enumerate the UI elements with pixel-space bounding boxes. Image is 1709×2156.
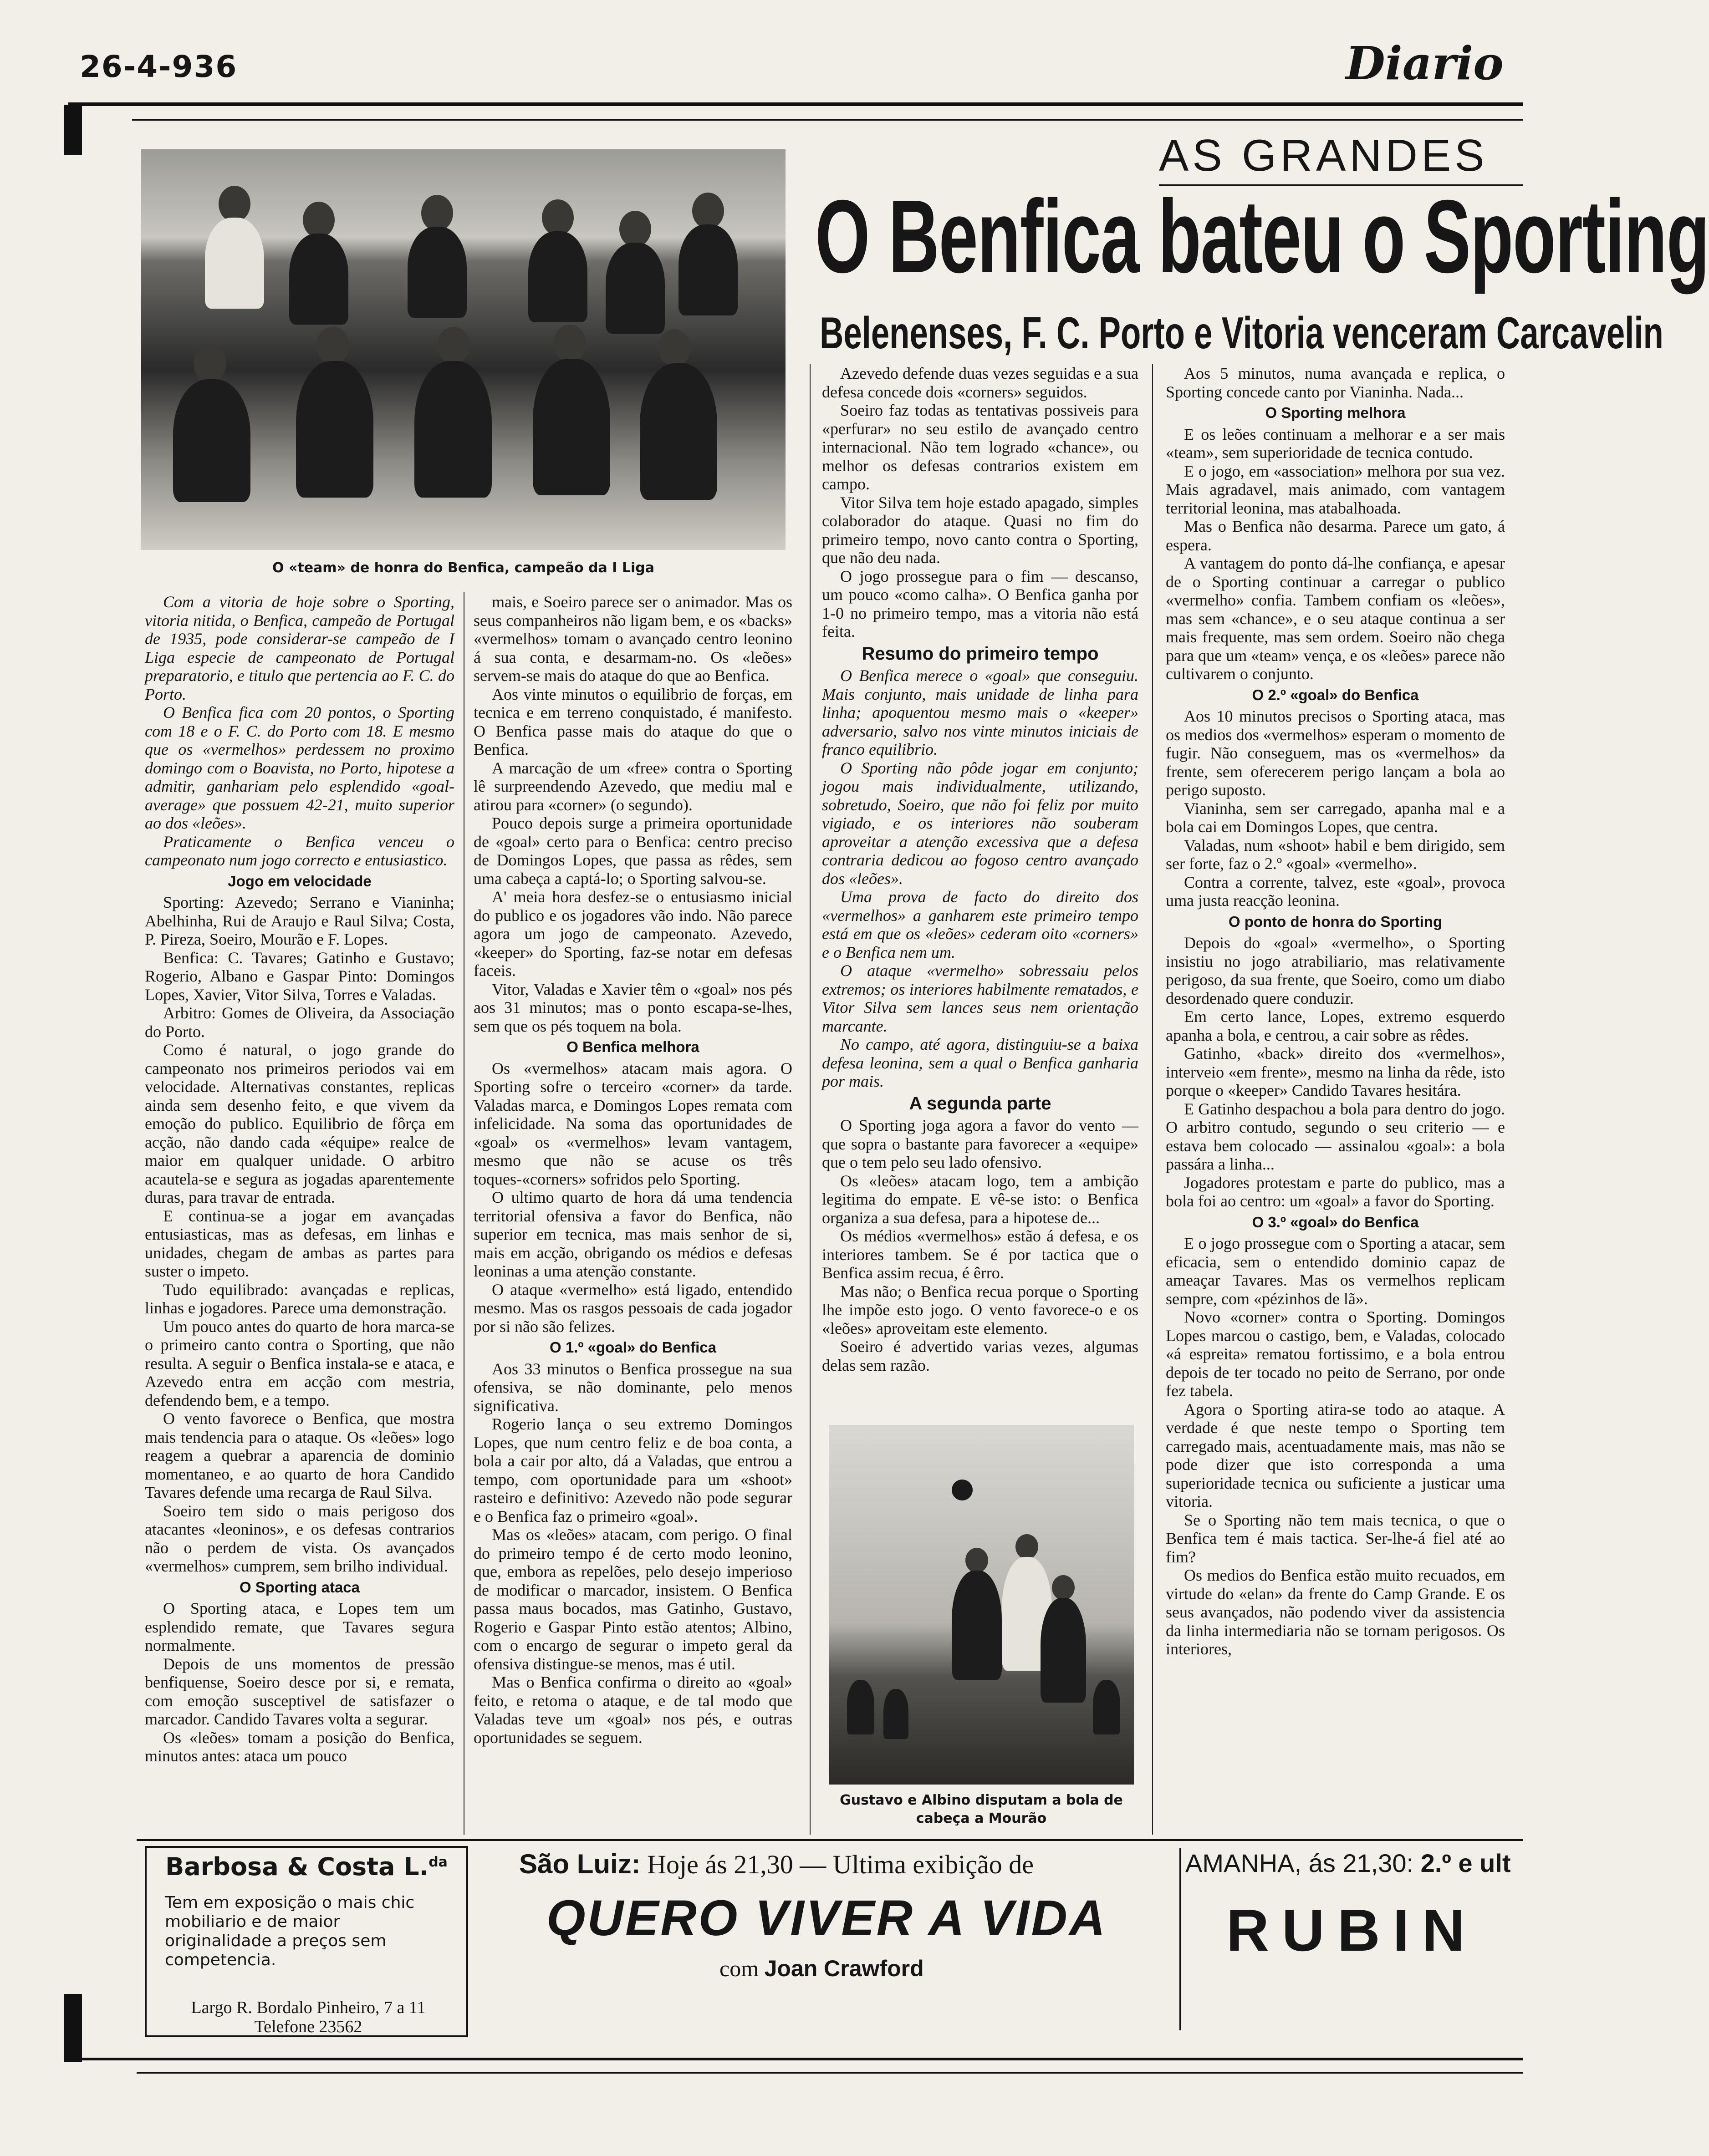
paragraph: Depois de uns momentos de pressão benfiquense, Soeiro desce por si, e remata, com emoção susceptivel de satisfazer o marcador. Candido Tavares volta a segurar. xyxy=(145,1654,454,1728)
ad-showtime: AMANHA, ás 21,30: 2.º e ult xyxy=(1185,1849,1511,1877)
paragraph: Com a vitoria de hoje sobre o Sporting, vitoria nitida, o Benfica, campeão de Portugal de 1935, pode considerar-se campeão de I Liga especie de campeonato de Portugal preparatorio, e titulo que pertencia ao F. C. do Porto. xyxy=(145,593,454,703)
ad-rule xyxy=(137,1839,1523,1841)
paragraph: Vianinha, sem ser carregado, apanha mal e a bola cai em Domingos Lopes, que centra. xyxy=(1166,799,1505,836)
subheading: O ponto de honra do Sporting xyxy=(1228,913,1443,930)
paragraph: Mas o Benfica não desarma. Parece um gato, á espera. xyxy=(1166,517,1505,554)
subheading: O 1.º «goal» do Benfica xyxy=(550,1339,716,1356)
paragraph: Um pouco antes do quarto de hora marca-se o primeiro canto contra o Sporting, que não resulta. A seguir o Benfica instala-se e ataca, e Azevedo entra em acção com mestria, defendendo bem, e a tempo. xyxy=(145,1317,454,1409)
paragraph: O ultimo quarto de hora dá uma tendencia territorial ofensiva a favor do Benfica, não superior em tecnica, mas mais senhor de si, mais em acção, obrigando os médios e defesas leoninas a uma atenção constante. xyxy=(474,1188,792,1280)
subheading: O 3.º «goal» do Benfica xyxy=(1252,1213,1419,1231)
lineup-benfica: Benfica: C. Tavares; Gatinho e Gustavo; Rogerio, Albano e Gaspar Pinto: Domingos Lopes, Xavier, Vitor Silva, Torres e Valadas. xyxy=(145,948,454,1004)
column-rule xyxy=(1152,364,1153,1835)
paragraph: Contra a corrente, talvez, este «goal», provoca uma justa reacção leonina. xyxy=(1166,873,1505,910)
paragraph: O Benfica fica com 20 pontos, o Sporting com 18 e o F. C. do Porto com 18. E mesmo que os «vermelhos» perdessem no proximo domingo com o Boavista, no Porto, hipotese a admitir, ganhariam pelo esplendido «goal-average» que possuem 42-21, muito superior ao dos «leões». xyxy=(145,703,454,832)
paragraph: E o jogo prossegue com o Sporting a atacar, sem eficacia, sem o entendido dominio capaz de ameaçar Tavares. Mas os vermelhos replicam sempre, com «pézinhos de lã». xyxy=(1166,1234,1505,1308)
paragraph: Como é natural, o jogo grande do campeonato nos primeiros periodos vai em velocidade. Alternativas constantes, replicas ainda sem desenho feito, e que vivem da emoção do publico. Equilibrio de fôrça em acção, não dando cada «équipe» realce de maior em qualquer unidade. O arbitro acautela-se e segura as jogadas aparentemente duras, para travar de entrada. xyxy=(145,1041,454,1206)
paragraph: Soeiro é advertido varias vezes, algumas delas sem razão. xyxy=(822,1337,1138,1374)
paragraph: Agora o Sporting atira-se todo ao ataque. A verdade é que neste tempo o Sporting tem carregado mais, acentuadamente mais, mas não se pode dizer que isto corresponda a uma superioridade tecnica ou suficiente a justicar uma vitoria. xyxy=(1166,1400,1505,1510)
paragraph: Vitor Silva tem hoje estado apagado, simples colaborador do ataque. Quasi no fim do primeiro tempo, novo canto contra o Sporting, que não deu nada. xyxy=(822,493,1138,567)
subheading: O Sporting melhora xyxy=(1265,404,1406,421)
ball-icon xyxy=(952,1480,973,1500)
ad-address: Largo R. Bordalo Pinheiro, 7 a 11 Telefone 23562 xyxy=(191,1998,426,2036)
paragraph: mais, e Soeiro parece ser o animador. Mas os seus companheiros não ligam bem, e os «backs» «vermelhos» tomam o avançado centro leonino á sua conta, e desarmam-no. Os «leões» servem-se mais do ataque do que ao Benfica. xyxy=(474,593,792,685)
paragraph: Aos 33 minutos o Benfica prossegue na sua ofensiva, se não dominante, pelo menos significativa. xyxy=(474,1359,792,1415)
paragraph: Novo «corner» contra o Sporting. Domingos Lopes marcou o castigo, bem, e Valadas, colocado «á espreita» rematou fortissimo, e a bola entrou depois de ter tocado no peito de Serrano, por onde fez tabela. xyxy=(1166,1308,1505,1400)
paragraph: Azevedo defende duas vezes seguidas e a sua defesa concede dois «corners» seguidos. xyxy=(822,364,1138,401)
header-rule xyxy=(68,102,1523,106)
paragraph: Rogerio lança o seu extremo Domingos Lopes, que num centro feliz e de boa conta, a bola a cair por alto, dá a Valadas, que entrou a tempo, com oportunidade para um «shoot» rasteiro e definitivo: Azevedo não pode segurar e o Benfica faz o primeiro «goal». xyxy=(474,1415,792,1525)
paragraph: Os medios do Benfica estão muito recuados, em virtude do «elan» da frente do Camp Grande. E os seus avançados, não podendo viver da assistencia da linha intermediaria não se tornam perigosos. Os interiores, xyxy=(1166,1566,1505,1658)
match-photo xyxy=(829,1425,1134,1785)
article-column-3 xyxy=(822,364,1138,1416)
referee: Arbitro: Gomes de Oliveira, da Associação do Porto. xyxy=(145,1004,454,1041)
lineup-sporting: Sporting: Azevedo; Serrano e Vianinha; Abelhinha, Rui de Araujo e Raul Silva; Costa, P. Pireza, Soeiro, Mourão e F. Lopes. xyxy=(145,893,454,948)
paragraph: Soeiro faz todas as tentativas possiveis para «perfurar» no seu estilo de avançado centro internacional. Não tem logrado «chance», ou melhor os defesas contrarios existem em campo. xyxy=(822,401,1138,493)
team-photo xyxy=(141,149,786,550)
paragraph: O Benfica merece o «goal» que conseguiu. Mais conjunto, mais unidade de linha para linha; apoquentou mesmo mais o «keeper» adversario, salvo nos vinte minutos iniciais de franco equilibrio. xyxy=(822,666,1138,758)
subheading: O Benfica melhora xyxy=(566,1038,699,1055)
paragraph: Se o Sporting não tem mais tecnica, o que o Benfica tem é mais tactica. Ser-lhe-á fiel até ao fim? xyxy=(1166,1510,1505,1566)
team-photo-caption: O «team» de honra do Benfica, campeão da I Liga xyxy=(272,560,654,576)
paragraph: Tudo equilibrado: avançadas e replicas, linhas e jogadores. Parece uma demonstração. xyxy=(145,1280,454,1317)
footer-rule-thin xyxy=(137,2072,1523,2074)
paragraph: Os «vermelhos» atacam mais agora. O Sporting sofre o terceiro «corner» da tarde. Valadas marca, e Domingos Lopes remata com infelicidade. Na soma das oportunidades de «goal» os «vermelhos» levam vantagem, mesmo que não se acuse os três toques-«corners» sofridos pelo Sporting. xyxy=(474,1059,792,1188)
sub-headline: Belenenses, F. C. Porto e Vitoria venceram Carcavelin xyxy=(820,308,1663,358)
paragraph: No campo, até agora, distinguiu-se a baixa defesa leonina, sem a qual o Benfica ganharia por mais. xyxy=(822,1035,1138,1090)
paragraph: Aos vinte minutos o equilibrio de forças, em tecnica e em terreno conquistado, é manifesto. O Benfica passe mais do ataque do que o Benfica. xyxy=(474,685,792,758)
paragraph: Vitor, Valadas e Xavier têm o «goal» nos pés aos 31 minutos; mas o ponto escapa-se-lhes, sem que os pés toquem na bola. xyxy=(474,980,792,1035)
paragraph: Os médios «vermelhos» estão á defesa, e os interiores tambem. Se é por tactica que o Benfica assim recua, é êrro. xyxy=(822,1227,1138,1282)
paragraph: Em certo lance, Lopes, extremo esquerdo apanha a bola, e centrou, a cair sobre as rêdes. xyxy=(1166,1007,1505,1044)
furniture-advertisement xyxy=(145,1846,468,2037)
article-column-4 xyxy=(1166,364,1505,1835)
paragraph: O vento favorece o Benfica, que mostra mais tendencia para o ataque. Os «leões» logo reagem a quebrar a aparencia de dominio momentaneo, e ao quarto de hora Candido Tavares defende uma recarga de Raul Silva. xyxy=(145,1409,454,1501)
paragraph: Mas os «leões» atacam, com perigo. O final do primeiro tempo é de certo modo leonino, que, embora as repelões, pelo desejo imperioso de modificar o marcador, insistem. O Benfica passa maus bocados, mas Gatinho, Gustavo, Rogerio e Gaspar Pinto estão atentos; Albino, com o encargo de segurar o impeto geral da ofensiva distingue-se menos, mas é util. xyxy=(474,1525,792,1673)
paragraph: O Sporting ataca, e Lopes tem um esplendido remate, que Tavares segura normalmente. xyxy=(145,1599,454,1654)
paragraph: Pouco depois surge a primeira oportunidade de «goal» certo para o Benfica: centro preciso de Domingos Lopes, que passa as rêdes, sem uma cabeça a captá-lo; o Sporting salvou-se. xyxy=(474,814,792,888)
paragraph: A marcação de um «free» contra o Sporting lê surpreendendo Azevedo, que mediu mal e atirou para «corner» (o segundo). xyxy=(474,758,792,814)
main-headline: O Benfica bateu o Sporting xyxy=(815,179,1709,295)
paragraph: A vantagem do ponto dá-lhe confiança, e apesar de o Sporting continuar a carregar o publico «vermelho» confia. Tambem confiam os «leões», mas sem «chance», e o seu ataque continua a ser mais frequente, mas sem ordem. Soeiro não chega para que um «team» vença, e os «leões» parece não cultivarem o conjunto. xyxy=(1166,554,1505,683)
paragraph: A' meia hora desfez-se o entusiasmo inicial do publico e os jogadores vão indo. Não parece agora um jogo de campeonato. Azevedo, «keeper» do Sporting, faz-se notar em defesas faceis. xyxy=(474,888,792,980)
match-photo-caption: Gustavo e Albino disputam a bola de cabeça a Mourão xyxy=(840,1792,1123,1826)
newspaper-name: Diario xyxy=(1346,36,1504,90)
ad-body: Tem em exposição o mais chic mobiliario e de maior originalidade a preços sem competencia. xyxy=(165,1893,415,1969)
section-kicker: AS GRANDES xyxy=(1159,130,1488,180)
header-rule-thin xyxy=(132,119,1523,121)
paragraph: E o jogo, em «association» melhora por sua vez. Mais agradavel, mais animado, com vantagem territorial leonina, mas atabalhoada. xyxy=(1166,462,1505,517)
margin-marker xyxy=(64,105,82,155)
ad-title: Barbosa & Costa L.$^{da}$ xyxy=(165,1852,448,1881)
subheading: Jogo em velocidade xyxy=(228,872,372,890)
subheading: A segunda parte xyxy=(909,1093,1051,1114)
show-title: RUBIN xyxy=(1226,1897,1478,1963)
cinema-advertisement xyxy=(519,1848,1157,2030)
subheading: O 2.º «goal» do Benfica xyxy=(1252,686,1419,703)
issue-date: 26-4-936 xyxy=(80,49,238,84)
paragraph: Valadas, num «shoot» habil e bem dirigido, sem ser forte, faz o 2.º «goal» «vermelho». xyxy=(1166,836,1505,873)
paragraph: Gatinho, «back» direito dos «vermelhos», interveio «em frente», mesmo na linha da rêde, isto porque o «keeper» Candido Tavares hesitára. xyxy=(1166,1044,1505,1099)
article-column-1 xyxy=(145,593,454,1836)
subheading: Resumo do primeiro tempo xyxy=(862,643,1099,664)
paragraph: Mas não; o Benfica recua porque o Sporting lhe impõe esto jogo. O vento favorece-o e os «leões» aproveitam este elemento. xyxy=(822,1282,1138,1337)
column-rule xyxy=(810,364,811,1835)
paragraph: O Sporting não pôde jogar em conjunto; jogou mais individualmente, utilizando, sobretudo, Soeiro, que não foi feliz por muito vigiado, e os interiores não souberam aproveitar a atenção excessiva que a defesa contraria dedicou ao fogoso centro avançado dos «leões». xyxy=(822,758,1138,888)
paragraph: E continua-se a jogar em avançadas entusiasticas, mas as defesas, em linhas e unidades, chegam de ambas as partes para suster o impeto. xyxy=(145,1206,454,1280)
paragraph: Aos 5 minutos, numa avançada e replica, o Sporting concede canto por Vianinha. Nada... xyxy=(1166,364,1505,401)
paragraph: Jogadores protestam e parte do publico, mas a bola foi ao centro: um «goal» a favor do Sporting. xyxy=(1166,1173,1505,1210)
subheading: O Sporting ataca xyxy=(239,1578,360,1596)
margin-marker xyxy=(64,1994,82,2062)
paragraph: Depois do «goal» «vermelho», o Sporting insistiu no jogo atrabiliario, mas relativamente perigoso, da sua frente, que Soeiro, como um diabo desordenado quere conduzir. xyxy=(1166,934,1505,1007)
show-advertisement xyxy=(1179,1848,1524,2030)
paragraph: Soeiro tem sido o mais perigoso dos atacantes «leoninos», e os defesas contrarios não o perdem de vista. Os avançados «vermelhos» cumprem, sem brilho individual. xyxy=(145,1501,454,1575)
paragraph: O ataque «vermelho» está ligado, entendido mesmo. Mas os rasgos pessoais de cada jogador por si não são felizes. xyxy=(474,1280,792,1336)
article-column-2 xyxy=(474,593,792,1836)
paragraph: O ataque «vermelho» sobressaiu pelos extremos; os interiores habilmente rematados, e Vitor Silva sem lances seus nem orientação marcante. xyxy=(822,961,1138,1035)
paragraph: Praticamente o Benfica venceu o campeonato num jogo correcto e entusiastico. xyxy=(145,832,454,869)
paragraph: O Sporting joga agora a favor do vento — que sopra o bastante para favorecer a «equipe» que o tem pelo seu lado ofensivo. xyxy=(822,1116,1138,1171)
paragraph: E Gatinho despachou a bola para dentro do jogo. O arbitro contudo, segundo o seu criterio — e estava bem colocado — assinalou «goal»: a bola passára a linha... xyxy=(1166,1099,1505,1173)
paragraph: E os leões continuam a melhorar e a ser mais «team», sem superioridade de tecnica contudo. xyxy=(1166,425,1505,462)
paragraph: O jogo prossegue para o fim — descanso, um pouco «como calha». O Benfica ganha por 1-0 no primeiro tempo, mas a vitoria não está feita. xyxy=(822,567,1138,641)
paragraph: Os «leões» tomam a posição do Benfica, minutos antes: ataca um pouco xyxy=(145,1728,454,1765)
ad-showtime: São Luiz: Hoje ás 21,30 — Ultima exibição de xyxy=(519,1849,1034,1879)
paragraph: Mas o Benfica confirma o direito ao «goal» feito, e retoma o ataque, e de tal modo que Valadas teve um «goal» nos pés, e outras oportunidades se seguem. xyxy=(474,1673,792,1747)
paragraph: Os «leões» atacam logo, tem a ambição legitima do empate. E vê-se isto: o Benfica organiza a sua defesa, para a hipotese de... xyxy=(822,1171,1138,1227)
film-title: QUERO VIVER A VIDA xyxy=(546,1890,1107,1946)
paragraph: Aos 10 minutos precisos o Sporting ataca, mas os medios dos «vermelhos» esperam o momento de fugir. Não conseguem, mas os «vermelhos» da frente, sem oferecerem perigo lançam a bola ao perigo suposto. xyxy=(1166,707,1505,799)
footer-rule xyxy=(73,2058,1523,2060)
film-star: com Joan Crawford xyxy=(719,1956,924,1981)
paragraph: Uma prova de facto do direito dos «vermelhos» a ganharem este primeiro tempo está em que os «leões» cederam oito «corners» e o Benfica nem um. xyxy=(822,888,1138,961)
